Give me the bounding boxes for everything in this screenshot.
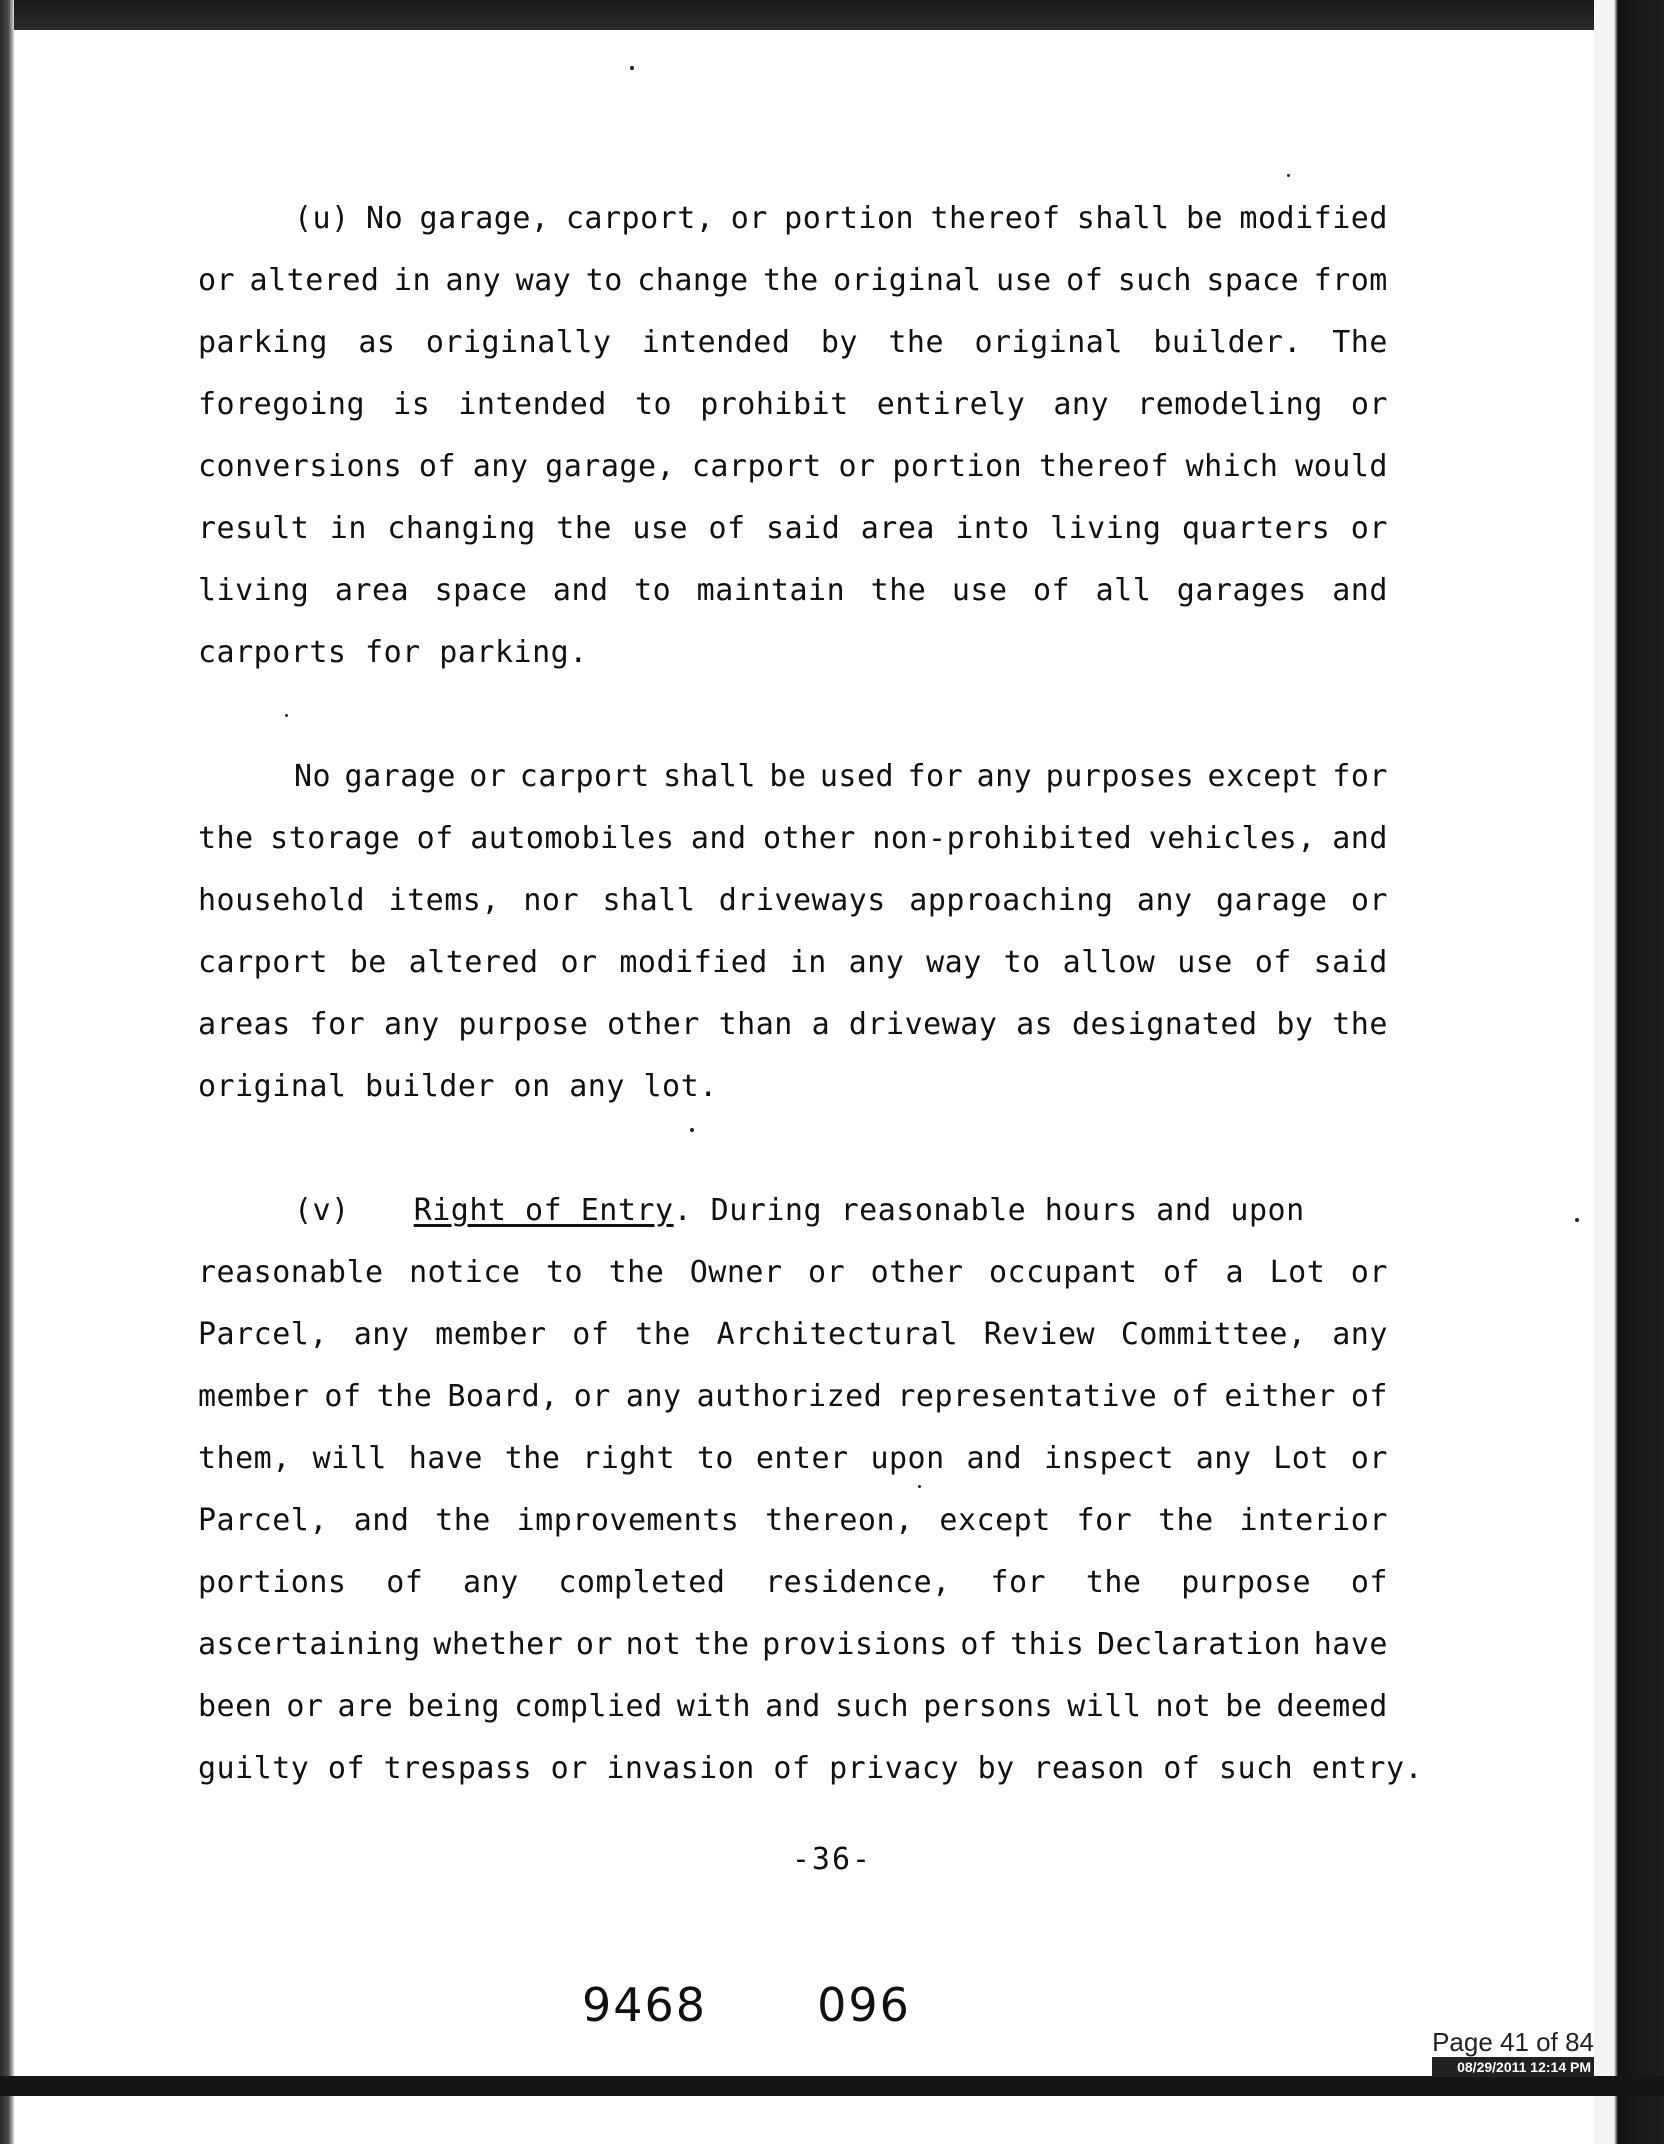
word: by <box>1276 1007 1314 1042</box>
text-line: original builder on any lot. <box>198 1069 718 1104</box>
word: said <box>766 511 841 546</box>
word: of <box>386 1565 424 1600</box>
word: or <box>1350 511 1388 546</box>
page-reference: 096 <box>817 1978 911 2032</box>
page-stamp <box>1432 2027 1594 2077</box>
paragraph-v <box>198 1180 1424 1800</box>
word: altered <box>408 945 539 980</box>
word: the <box>870 573 927 608</box>
text-line <box>198 188 1388 250</box>
word: or <box>560 945 598 980</box>
word: being <box>407 1689 501 1724</box>
word: the <box>376 1379 433 1414</box>
word: garage, <box>545 449 676 484</box>
word: of <box>1162 1255 1201 1290</box>
word: of <box>416 821 454 856</box>
word: Parcel, <box>198 1503 328 1538</box>
word: household <box>198 883 366 918</box>
word: except <box>939 1503 1051 1538</box>
word: prohibit <box>700 387 849 422</box>
word: them, <box>198 1441 291 1476</box>
word: Review <box>983 1317 1096 1352</box>
word: or <box>573 1379 611 1414</box>
word: approaching <box>909 883 1114 918</box>
word: or <box>1350 1255 1388 1290</box>
word: for <box>907 759 964 794</box>
word: except <box>1207 759 1319 794</box>
word: any <box>445 263 502 298</box>
word: entirely <box>876 387 1026 422</box>
word: space <box>434 573 528 608</box>
word: to <box>1003 945 1041 980</box>
word: in <box>329 511 367 546</box>
word: any <box>1332 1317 1388 1352</box>
word: of <box>1350 1379 1388 1414</box>
word: of <box>1033 573 1071 608</box>
word: the <box>1085 1565 1142 1600</box>
word: carport <box>519 759 650 794</box>
word: will <box>1067 1689 1142 1724</box>
word: living <box>1050 511 1162 546</box>
word: thereof <box>930 201 1061 236</box>
word: or <box>286 1689 324 1724</box>
word: right <box>582 1441 676 1476</box>
word: maintain <box>696 573 846 608</box>
word: will <box>312 1441 387 1476</box>
word: vehicles, <box>1148 821 1316 856</box>
paragraph-u-continued <box>198 746 1388 1118</box>
word: the <box>608 1255 665 1290</box>
word: deemed <box>1276 1689 1388 1724</box>
word: have <box>1313 1627 1388 1662</box>
word: No <box>366 201 404 236</box>
word: modified <box>619 945 768 980</box>
word: driveway <box>848 1007 998 1042</box>
word: of <box>1172 1379 1210 1414</box>
word: or <box>730 201 768 236</box>
word: completed <box>558 1565 726 1600</box>
word: either <box>1224 1379 1336 1414</box>
word: other <box>763 821 856 856</box>
word: thereof <box>1038 449 1169 484</box>
word: intended <box>641 325 791 360</box>
word: Lot <box>1269 1255 1326 1290</box>
word: result <box>198 511 310 546</box>
word: area <box>860 511 935 546</box>
word: member <box>198 1379 310 1414</box>
word: builder. <box>1153 325 1302 360</box>
word: original <box>974 325 1123 360</box>
word: automobiles <box>470 821 675 856</box>
word: be <box>1185 201 1224 236</box>
word: interior <box>1239 1503 1388 1538</box>
text-line <box>198 498 1388 560</box>
word: or <box>1350 1441 1388 1476</box>
text-line <box>198 1614 1388 1676</box>
word: such <box>834 1689 910 1724</box>
word: member <box>435 1317 547 1352</box>
word: which <box>1185 449 1279 484</box>
text-line <box>198 870 1388 932</box>
word: Parcel, <box>198 1317 328 1352</box>
text-line <box>198 746 1388 808</box>
word: purpose <box>458 1007 589 1042</box>
word: and <box>966 1441 1023 1476</box>
word: Owner <box>689 1255 783 1290</box>
section-heading: Right of Entry <box>413 1193 674 1228</box>
word: occupant <box>988 1255 1138 1290</box>
word: of <box>708 511 746 546</box>
word: as <box>1016 1007 1054 1042</box>
word: and <box>1332 573 1388 608</box>
word: of <box>418 449 457 484</box>
word: use <box>951 573 1008 608</box>
word: garage <box>344 759 456 794</box>
word: purposes <box>1045 759 1195 794</box>
word: whether <box>433 1627 564 1662</box>
word: persons <box>923 1689 1054 1724</box>
word: and <box>552 573 609 608</box>
word: or <box>1350 387 1388 422</box>
word: altered <box>249 263 380 298</box>
page-number: -36- <box>791 1842 873 1877</box>
word: non-prohibited <box>872 821 1133 856</box>
word: for <box>1332 759 1388 794</box>
text-line <box>198 1304 1388 1366</box>
word: of <box>1254 945 1292 980</box>
word: any <box>848 945 905 980</box>
word: carport <box>691 449 822 484</box>
word: and <box>765 1689 821 1724</box>
word: not <box>1155 1689 1212 1724</box>
text-line: carports for parking. <box>198 635 588 670</box>
text-line <box>198 1242 1388 1304</box>
word: used <box>819 759 895 794</box>
word: way <box>926 945 982 980</box>
word: use <box>996 263 1052 298</box>
word: garage <box>1216 883 1328 918</box>
word: in <box>393 263 432 298</box>
word: and <box>690 821 747 856</box>
word: the <box>763 263 819 298</box>
word: portions <box>198 1565 347 1600</box>
word: modified <box>1239 201 1388 236</box>
word: shall <box>602 883 696 918</box>
text-line <box>198 1366 1388 1428</box>
word: parking <box>198 325 328 360</box>
word: shall <box>663 759 756 794</box>
word: Declaration <box>1096 1627 1302 1662</box>
word: enter <box>755 1441 849 1476</box>
word: for <box>1076 1503 1133 1538</box>
word: any <box>1136 883 1193 918</box>
word: to <box>634 573 672 608</box>
word: and <box>353 1503 410 1538</box>
word: or <box>198 263 236 298</box>
word: the <box>1157 1503 1214 1538</box>
word: to <box>545 1255 584 1290</box>
word: any <box>1053 387 1110 422</box>
word: original <box>833 263 982 298</box>
text-line <box>198 1676 1388 1738</box>
word: Committee, <box>1120 1317 1307 1352</box>
word: nor <box>523 883 580 918</box>
word: and <box>1332 821 1388 856</box>
text-line <box>198 250 1388 312</box>
text-line <box>198 436 1388 498</box>
word: intended <box>458 387 607 422</box>
word: into <box>955 511 1030 546</box>
word: way <box>515 263 572 298</box>
word: notice <box>409 1255 521 1290</box>
word: driveways <box>718 883 886 918</box>
word: any <box>472 449 529 484</box>
word: reasonable <box>198 1255 384 1290</box>
word: this <box>1010 1627 1085 1662</box>
word: conversions <box>198 449 403 484</box>
word: other <box>607 1007 700 1042</box>
page-count-label: Page 41 of 84 <box>1432 2027 1594 2057</box>
text-line <box>198 808 1388 870</box>
word: to <box>696 1441 734 1476</box>
paragraph-u <box>198 188 1388 684</box>
word: the <box>198 821 254 856</box>
word: the <box>888 325 945 360</box>
word: any <box>353 1317 410 1352</box>
word: other <box>870 1255 964 1290</box>
word: thereon, <box>765 1503 914 1538</box>
word: upon <box>870 1441 945 1476</box>
word: inspect <box>1044 1441 1174 1476</box>
word: carport, <box>565 201 715 236</box>
word: or <box>808 1255 846 1290</box>
word: authorized <box>696 1379 883 1414</box>
word: foregoing <box>198 387 366 422</box>
word: garage, <box>419 201 550 236</box>
word: are <box>337 1689 394 1724</box>
word: the <box>435 1503 491 1538</box>
word: be <box>769 759 807 794</box>
word: portion <box>784 201 915 236</box>
text-line: guilty of trespass or invasion of privacy by reason of such entry. <box>198 1751 1424 1786</box>
word: ascertaining <box>198 1627 421 1662</box>
word: any <box>976 759 1033 794</box>
word: area <box>334 573 410 608</box>
word: be <box>1225 1689 1263 1724</box>
word: areas <box>198 1007 291 1042</box>
word: representative <box>897 1379 1158 1414</box>
word: the <box>693 1627 750 1662</box>
word: as <box>358 325 396 360</box>
word: a <box>1225 1255 1245 1290</box>
word: changing <box>387 511 536 546</box>
word: than <box>718 1007 793 1042</box>
word: any <box>1195 1441 1252 1476</box>
word: to <box>585 263 623 298</box>
text-line <box>198 994 1388 1056</box>
word: the <box>1332 1007 1388 1042</box>
word: said <box>1313 945 1388 980</box>
word: No <box>294 759 332 794</box>
word: or <box>838 449 876 484</box>
word: any <box>463 1565 519 1600</box>
word: for <box>309 1007 366 1042</box>
word: be <box>349 945 387 980</box>
word: remodeling <box>1137 387 1323 422</box>
word: for <box>990 1565 1047 1600</box>
print-datetime: 08/29/2011 12:14 PM <box>1432 2057 1594 2077</box>
text-line <box>198 560 1388 622</box>
word: provisions <box>762 1627 948 1662</box>
word: in <box>789 945 827 980</box>
word: by <box>820 325 858 360</box>
word: carport <box>198 945 328 980</box>
word: the <box>556 511 612 546</box>
word: of <box>1350 1565 1388 1600</box>
text-line <box>198 1180 1388 1242</box>
word: storage <box>270 821 401 856</box>
word: use <box>632 511 689 546</box>
word: allow <box>1062 945 1156 980</box>
word: change <box>637 263 749 298</box>
text-line <box>198 312 1388 374</box>
section-label: (v) <box>294 1193 350 1228</box>
text-line <box>198 374 1388 436</box>
word: or <box>575 1627 613 1662</box>
word: The <box>1332 325 1388 360</box>
word: use <box>1177 945 1233 980</box>
word: purpose <box>1181 1565 1312 1600</box>
word: the <box>504 1441 561 1476</box>
word: all <box>1095 573 1152 608</box>
word: residence, <box>765 1565 951 1600</box>
text-line <box>198 932 1388 994</box>
text-fragment: . During reasonable hours and upon <box>673 1193 1305 1228</box>
word: garages <box>1176 573 1307 608</box>
word: have <box>408 1441 483 1476</box>
word: Lot <box>1273 1441 1329 1476</box>
word: a <box>811 1007 831 1042</box>
word: complied <box>514 1689 663 1724</box>
word: the <box>635 1317 691 1352</box>
word: shall <box>1076 201 1170 236</box>
word: of <box>572 1317 610 1352</box>
word: such <box>1117 263 1192 298</box>
word: items, <box>388 883 500 918</box>
word: of <box>960 1627 998 1662</box>
word: or <box>469 759 507 794</box>
word: living <box>198 573 310 608</box>
word: Architectural <box>716 1317 958 1352</box>
word: with <box>676 1689 752 1724</box>
word: of <box>1066 263 1104 298</box>
word: been <box>198 1689 273 1724</box>
word: any <box>625 1379 682 1414</box>
text-line <box>198 1552 1388 1614</box>
recording-reference <box>582 1978 911 2032</box>
word: improvements <box>516 1503 740 1538</box>
word: to <box>634 387 673 422</box>
word: space <box>1206 263 1300 298</box>
word: would <box>1295 449 1388 484</box>
word: is <box>393 387 431 422</box>
text-line <box>198 1428 1388 1490</box>
word: designated <box>1071 1007 1258 1042</box>
text-line <box>198 1490 1388 1552</box>
word: or <box>1350 883 1388 918</box>
word: any <box>383 1007 440 1042</box>
word: (u) <box>294 201 350 236</box>
word: portion <box>892 449 1023 484</box>
book-number: 9468 <box>582 1978 708 2032</box>
word: Board, <box>447 1379 559 1414</box>
word: originally <box>425 325 612 360</box>
word: of <box>324 1379 362 1414</box>
word: quarters <box>1181 511 1331 546</box>
word: not <box>625 1627 682 1662</box>
word: from <box>1313 263 1388 298</box>
